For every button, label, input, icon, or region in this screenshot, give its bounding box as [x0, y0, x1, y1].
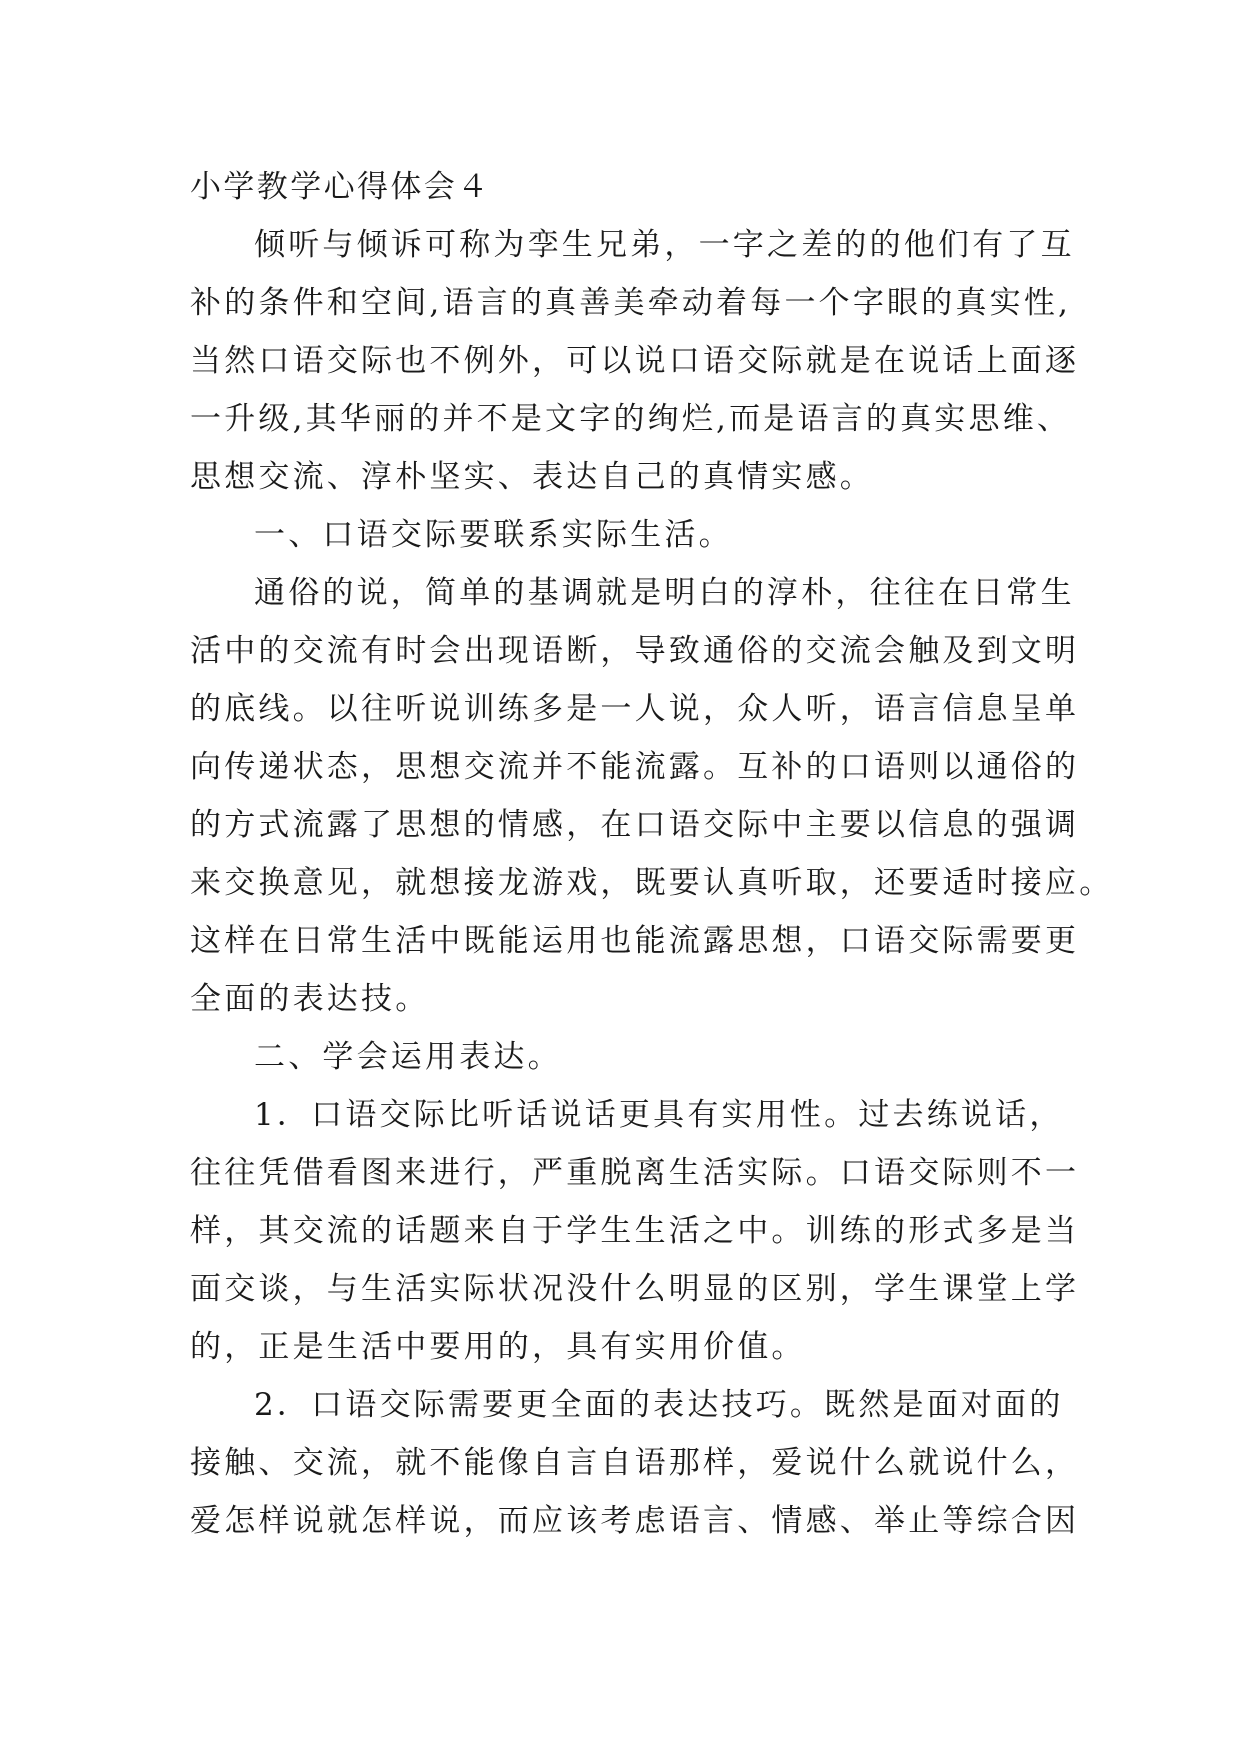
paragraph-line: 倾听与倾诉可称为孪生兄弟，一字之差的的他们有了互 — [254, 227, 1075, 263]
paragraph-line: 的，正是生活中要用的，具有实用价值。 — [190, 1329, 806, 1365]
paragraph-line: 的方式流露了思想的情感，在口语交际中主要以信息的强调 — [190, 807, 1080, 843]
paragraph-line: 的底线。以往听说训练多是一人说，众人听，语言信息呈单 — [190, 691, 1080, 727]
paragraph-line: 一升级,其华丽的并不是文字的绚烂,而是语言的真实思维、 — [190, 401, 1072, 437]
paragraph-line: 向传递状态，思想交流并不能流露。互补的口语则以通俗的 — [190, 749, 1080, 785]
paragraph-line: 思想交流、淳朴坚实、表达自己的真情实感。 — [190, 459, 874, 495]
paragraph-line: 当然口语交际也不例外，可以说口语交际就是在说话上面逐 — [190, 343, 1080, 379]
paragraph-line: 来交换意见，就想接龙游戏，既要认真听取，还要适时接应。 — [190, 865, 1114, 901]
paragraph-line: 2．口语交际需要更全面的表达技巧。既然是面对面的 — [254, 1387, 1064, 1423]
paragraph-line: 面交谈，与生活实际状况没什么明显的区别，学生课堂上学 — [190, 1271, 1080, 1307]
paragraph-line: 通俗的说，简单的基调就是明白的淳朴，往往在日常生 — [254, 575, 1075, 611]
paragraph-line: 补的条件和空间,语言的真善美牵动着每一个字眼的真实性, — [190, 285, 1072, 321]
paragraph-line: 爱怎样说就怎样说，而应该考虑语言、情感、举止等综合因 — [190, 1503, 1080, 1539]
paragraph-line: 1．口语交际比听话说话更具有实用性。过去练说话， — [254, 1097, 1064, 1133]
document-title: 小学教学心得体会４ — [190, 169, 491, 205]
document-body — [190, 158, 1114, 1550]
paragraph-line: 全面的表达技。 — [190, 981, 430, 1017]
section-heading: 一、口语交际要联系实际生活。 — [254, 517, 733, 553]
section-heading: 二、学会运用表达。 — [254, 1039, 562, 1075]
paragraph-line: 这样在日常生活中既能运用也能流露思想，口语交际需要更 — [190, 923, 1080, 959]
paragraph-line: 活中的交流有时会出现语断，导致通俗的交流会触及到文明 — [190, 633, 1080, 669]
paragraph-line: 往往凭借看图来进行，严重脱离生活实际。口语交际则不一 — [190, 1155, 1080, 1191]
paragraph-line: 接触、交流，就不能像自言自语那样，爱说什么就说什么， — [190, 1445, 1080, 1481]
paragraph-line: 样，其交流的话题来自于学生生活之中。训练的形式多是当 — [190, 1213, 1080, 1249]
